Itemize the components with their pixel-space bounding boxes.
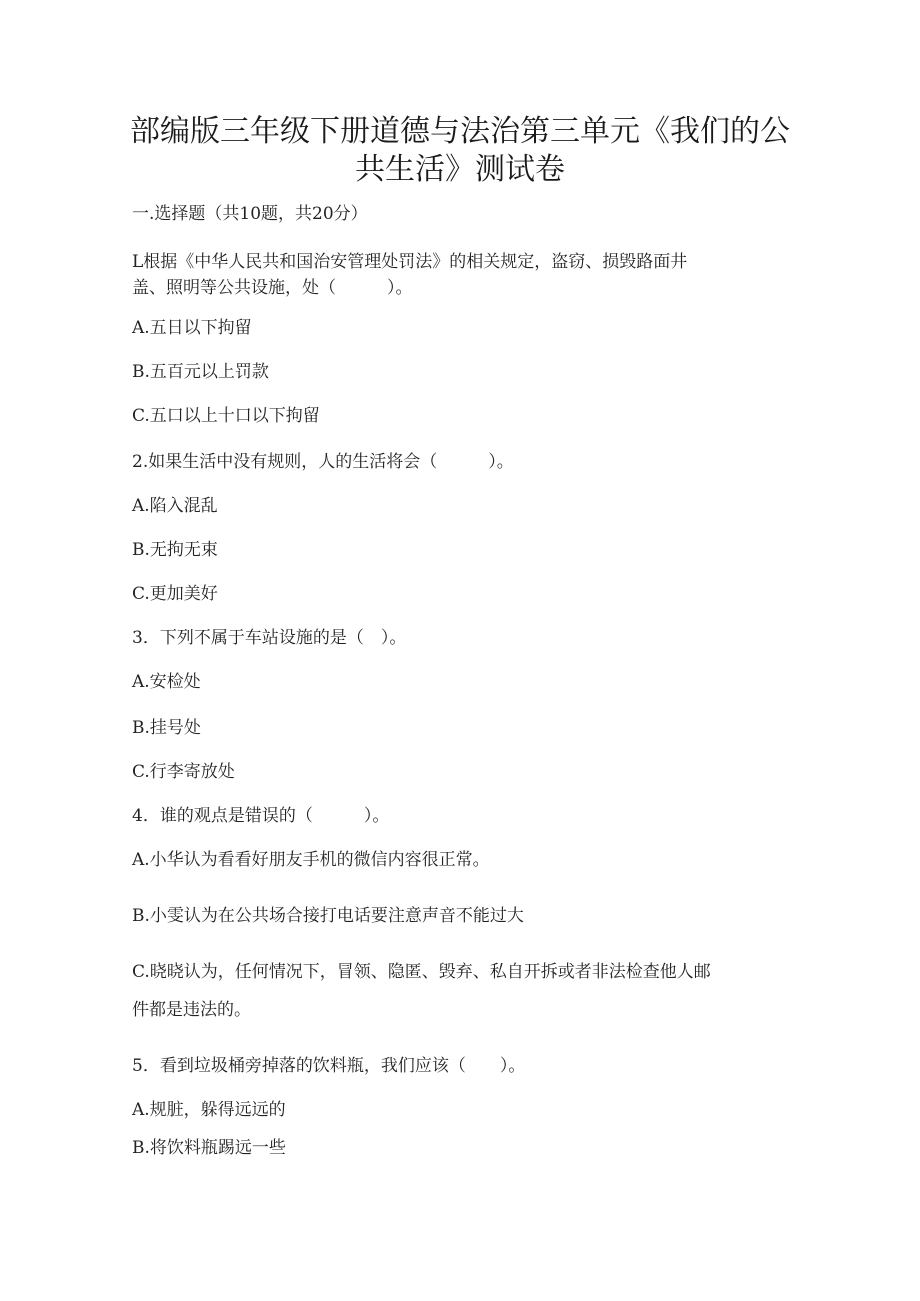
question-5-text: 5．看到垃圾桶旁掉落的饮料瓶，我们应该（ ）。 — [132, 1056, 526, 1076]
question-2-option-a: A.陷入混乱 — [132, 496, 218, 516]
question-1-option-a: A.五日以下拘留 — [132, 318, 252, 338]
doc-title-line-2: 共生活》测试卷 — [355, 152, 565, 187]
question-4-text: 4．谁的观点是错误的（ ）。 — [132, 806, 390, 826]
doc-title-line-1: 部编版三年级下册道德与法治第三单元《我们的公 — [130, 114, 790, 149]
question-2-option-b: B.无拘无束 — [132, 540, 218, 560]
question-3-option-a: A.安检处 — [132, 672, 201, 692]
question-5-option-b: B.将饮料瓶踢远一些 — [132, 1138, 286, 1158]
question-3-option-c: C.行李寄放处 — [132, 762, 235, 782]
question-4-option-c-line-2: 件都是违法的。 — [132, 1000, 251, 1020]
question-1-option-b: B.五百元以上罚款 — [132, 362, 269, 382]
question-3-text: 3．下列不属于车站设施的是（ ）。 — [132, 628, 407, 648]
question-1-text-line-2: 盖、照明等公共设施，处（ ）。 — [132, 278, 413, 298]
question-4-option-c-line-1: C.晓晓认为，任何情况下，冒领、隐匿、毁弃、私自开拆或者非法检查他人邮 — [132, 962, 711, 982]
question-1-option-c: C.五口以上十口以下拘留 — [132, 406, 320, 426]
question-4-option-a: A.小华认为看看好朋友手机的微信内容很正常。 — [132, 850, 490, 870]
section-heading: 一.选择题（共10题，共20分） — [132, 204, 368, 224]
question-4-option-b: B.小雯认为在公共场合接打电话要注意声音不能过大 — [132, 906, 524, 926]
question-3-option-b: B.挂号处 — [132, 718, 201, 738]
question-1-text-line-1: L根据《中华人民共和国治安管理处罚法》的相关规定，盗窃、损毁路面井 — [132, 252, 688, 272]
question-2-option-c: C.更加美好 — [132, 584, 218, 604]
question-5-option-a: A.规脏，躲得远远的 — [132, 1100, 286, 1120]
question-2-text: 2.如果生活中没有规则，人的生活将会（ ）。 — [132, 452, 514, 472]
